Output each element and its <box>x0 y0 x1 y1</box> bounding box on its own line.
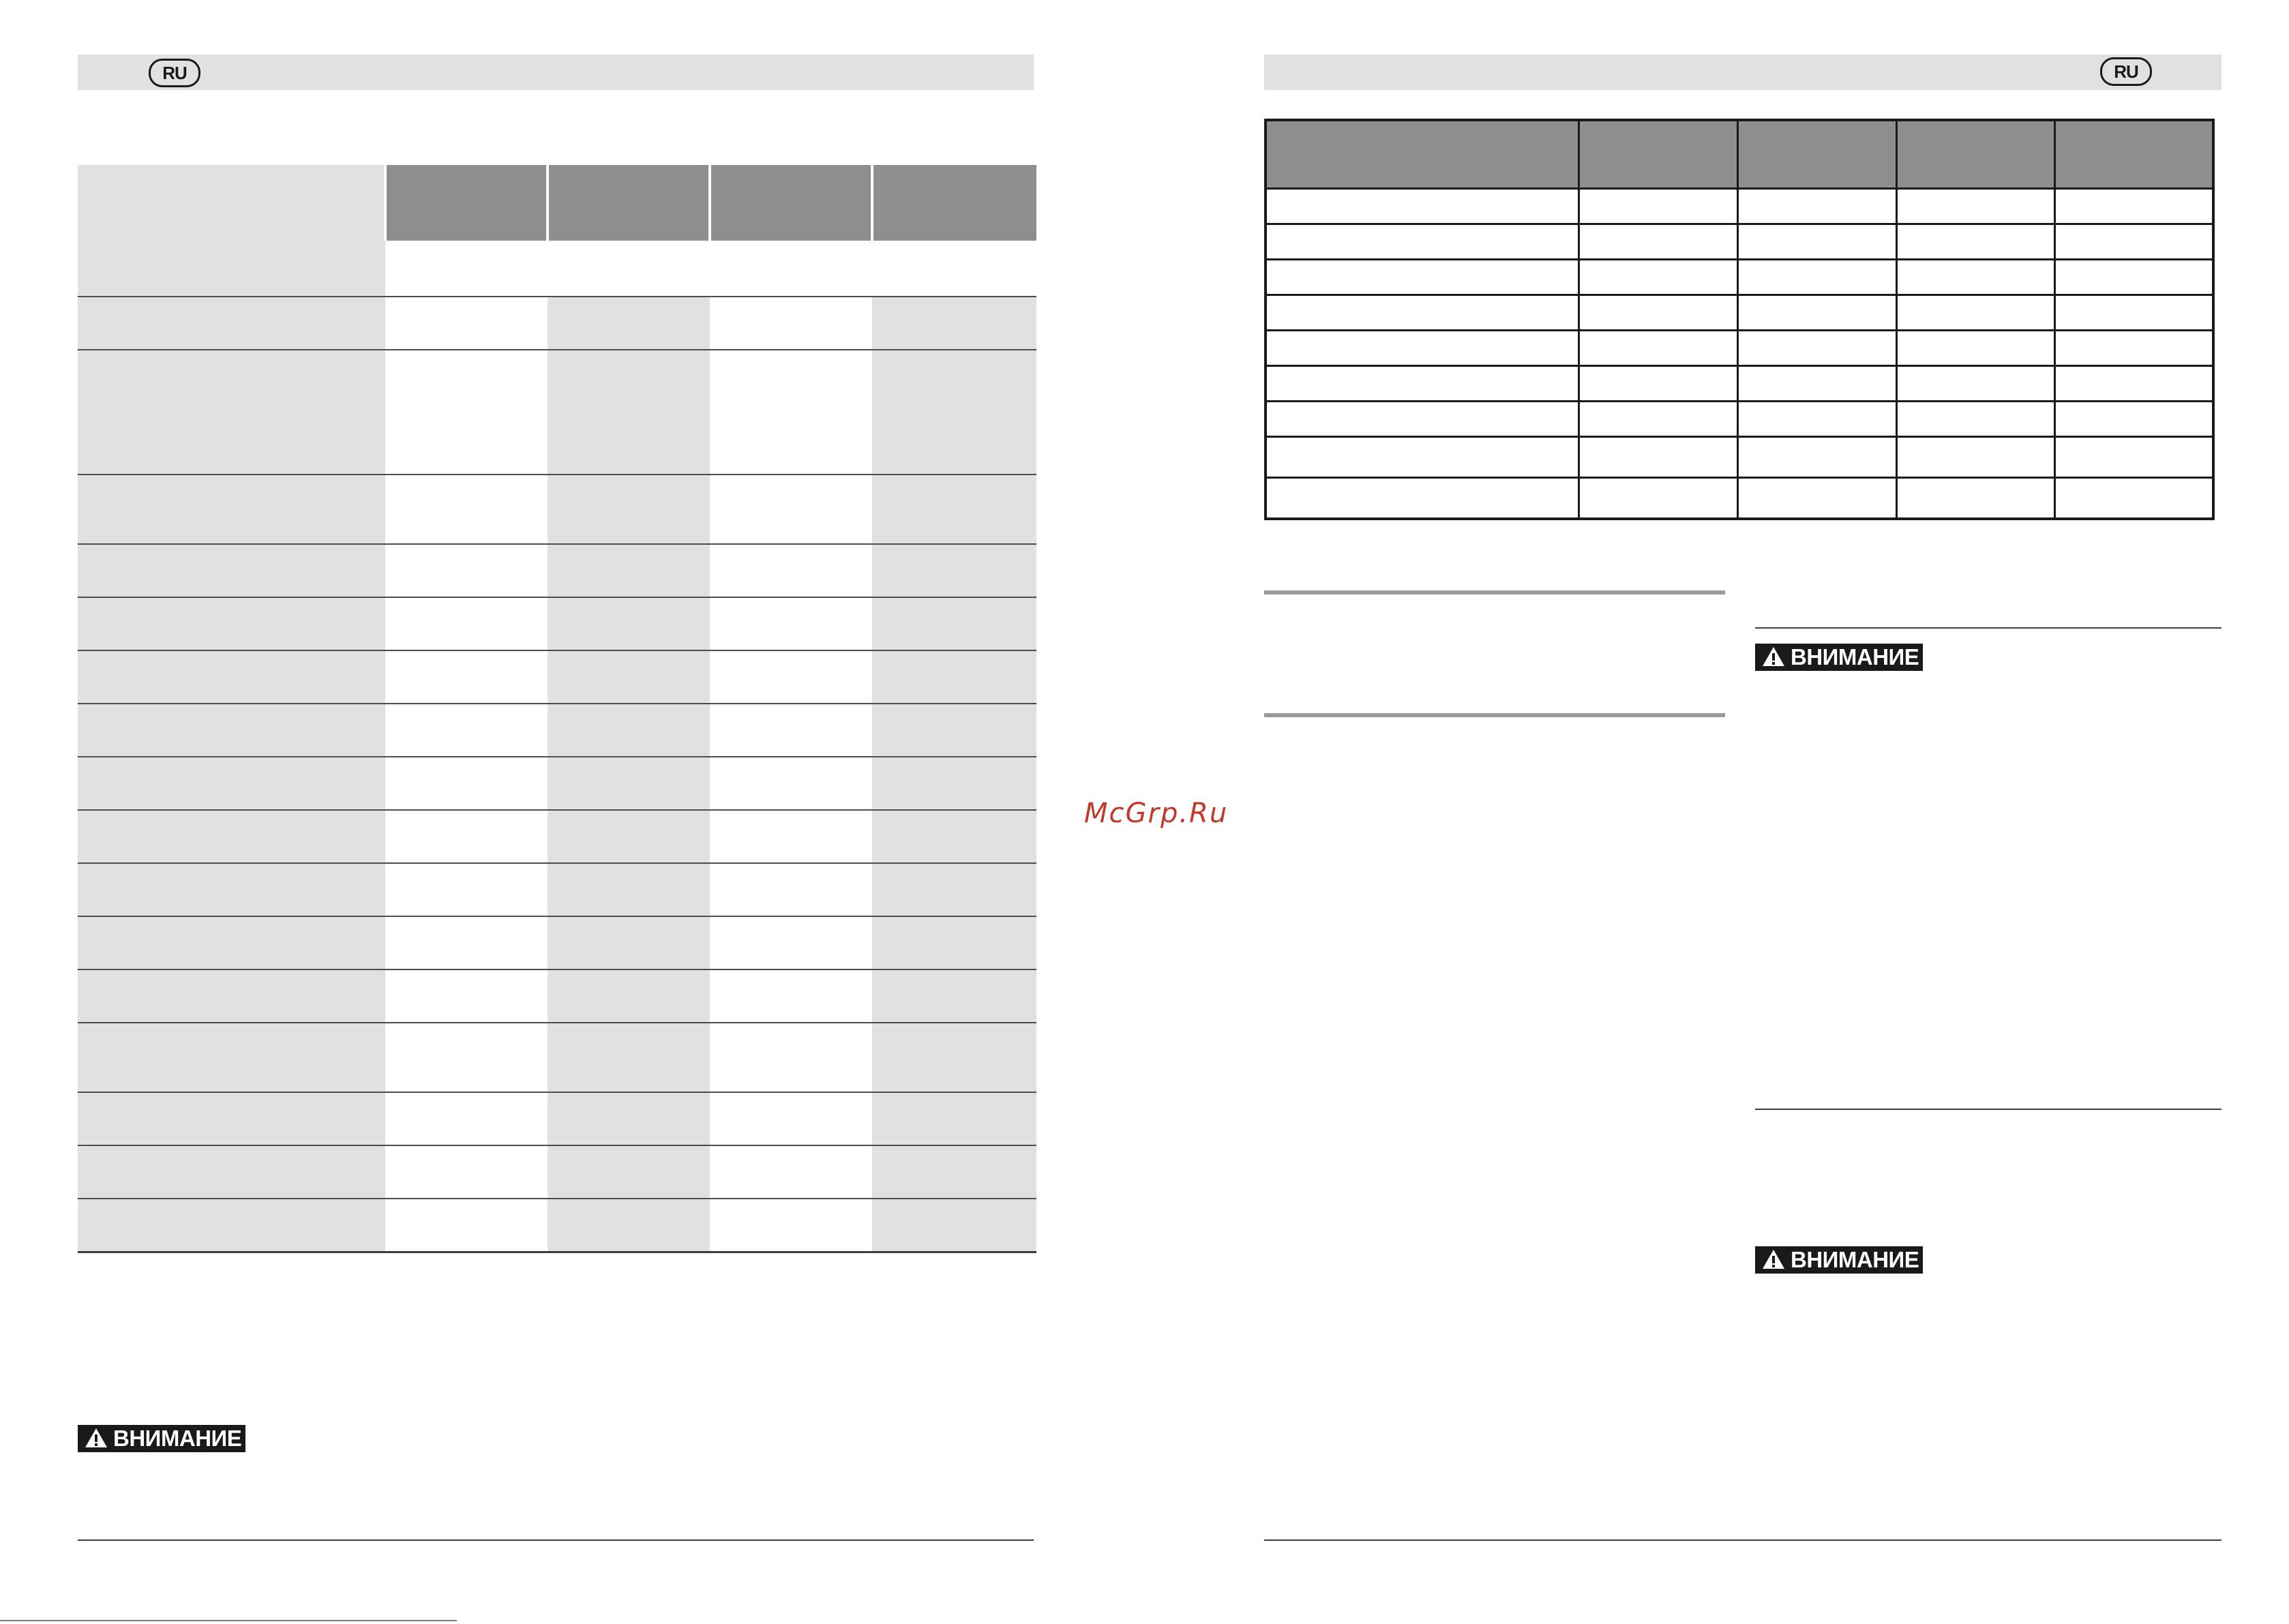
left-row-label-cell <box>78 1145 385 1199</box>
left-row-label-cell <box>78 863 385 916</box>
right-warning-badge <box>1755 1246 1923 1274</box>
right-row-value-cell <box>1579 295 1738 331</box>
right-row-value-cell <box>2055 366 2214 402</box>
left-row-value-cell <box>385 810 548 863</box>
left-row-value-cell <box>548 1092 710 1145</box>
left-row-value-cell <box>872 650 1036 704</box>
right-row-value-cell <box>1579 478 1738 520</box>
left-table-row <box>78 350 1036 475</box>
left-row-value-cell <box>385 1023 548 1092</box>
left-row-value-cell <box>548 544 710 597</box>
right-warning-label: ВНИМАНИЕ <box>1791 644 1919 670</box>
left-row-value-cell <box>710 650 872 704</box>
left-row-value-cell <box>872 969 1036 1023</box>
right-footer-rule <box>1264 1539 2221 1541</box>
left-table-row <box>78 810 1036 863</box>
right-row-value-cell <box>1579 437 1738 478</box>
left-table-row <box>78 704 1036 757</box>
left-row-value-cell <box>548 297 710 350</box>
right-row-value-cell <box>1897 478 2055 520</box>
left-row-value-cell <box>710 597 872 650</box>
right-row-value-cell <box>1897 224 2055 260</box>
left-row-label-cell <box>78 704 385 757</box>
right-row-value-cell <box>2055 478 2214 520</box>
left-table-header-cell <box>78 165 385 241</box>
left-row-value-cell <box>548 1199 710 1252</box>
right-row-value-cell <box>1738 402 1897 437</box>
left-row-value-cell <box>385 1145 548 1199</box>
right-row-value-cell <box>1579 260 1738 295</box>
watermark: McGrp.Ru <box>1084 798 1229 829</box>
left-row-value-cell <box>548 810 710 863</box>
right-row-value-cell <box>1579 189 1738 224</box>
left-row-merged-cell <box>385 241 1036 297</box>
left-row-value-cell <box>872 810 1036 863</box>
right-row-value-cell <box>2055 224 2214 260</box>
right-column-rule <box>1755 627 2221 629</box>
left-row-value-cell <box>385 597 548 650</box>
right-row-label-cell <box>1266 189 1579 224</box>
right-row-value-cell <box>2055 295 2214 331</box>
left-row-value-cell <box>710 704 872 757</box>
left-table-row <box>78 1023 1036 1092</box>
right-row-value-cell <box>1738 331 1897 366</box>
right-row-value-cell <box>1579 331 1738 366</box>
right-row-label-cell <box>1266 260 1579 295</box>
left-table-header-row <box>78 165 1036 241</box>
left-row-value-cell <box>872 1199 1036 1252</box>
left-row-value-cell <box>872 1023 1036 1092</box>
left-row-value-cell <box>710 969 872 1023</box>
left-footer-rule <box>78 1539 1034 1541</box>
right-table-header-cell <box>1266 120 1579 189</box>
right-row-value-cell <box>2055 260 2214 295</box>
left-row-value-cell <box>710 757 872 810</box>
left-row-value-cell <box>710 350 872 475</box>
right-row-value-cell <box>2055 189 2214 224</box>
left-row-label-cell <box>78 1092 385 1145</box>
left-row-value-cell <box>385 757 548 810</box>
right-row-value-cell <box>1897 437 2055 478</box>
right-row-value-cell <box>1579 366 1738 402</box>
left-lang-badge: RU <box>149 59 200 87</box>
left-row-value-cell <box>385 916 548 969</box>
right-table-header-row <box>1266 120 2213 189</box>
left-row-label-cell <box>78 241 385 297</box>
right-table-row <box>1266 260 2213 295</box>
right-row-value-cell <box>1897 295 2055 331</box>
right-row-value-cell <box>1738 478 1897 520</box>
right-section-rule-gray <box>1264 590 1725 595</box>
right-table-row <box>1266 295 2213 331</box>
right-row-value-cell <box>1897 189 2055 224</box>
right-row-value-cell <box>1738 437 1897 478</box>
left-row-label-cell <box>78 650 385 704</box>
right-table-header-cell <box>2055 120 2214 189</box>
warning-triangle-icon <box>1762 1249 1785 1269</box>
left-row-label-cell <box>78 350 385 475</box>
left-table-header-cell <box>385 165 548 241</box>
left-spec-table <box>78 165 1036 1253</box>
left-row-value-cell <box>548 757 710 810</box>
right-row-label-cell <box>1266 331 1579 366</box>
left-row-label-cell <box>78 297 385 350</box>
left-row-value-cell <box>872 475 1036 544</box>
left-row-value-cell <box>548 475 710 544</box>
left-row-value-cell <box>872 757 1036 810</box>
left-row-value-cell <box>710 863 872 916</box>
right-row-label-cell <box>1266 437 1579 478</box>
left-row-value-cell <box>548 597 710 650</box>
left-row-value-cell <box>710 475 872 544</box>
left-row-label-cell <box>78 544 385 597</box>
left-row-value-cell <box>872 1145 1036 1199</box>
left-row-label-cell <box>78 1023 385 1092</box>
left-row-label-cell <box>78 475 385 544</box>
right-row-value-cell <box>1579 402 1738 437</box>
left-row-value-cell <box>872 704 1036 757</box>
left-row-value-cell <box>872 350 1036 475</box>
left-table-header-cell <box>872 165 1036 241</box>
left-row-value-cell <box>385 863 548 916</box>
left-page-header-bar <box>78 55 1034 90</box>
warning-triangle-icon <box>85 1428 108 1448</box>
left-table-row <box>78 241 1036 297</box>
left-row-label-cell <box>78 1199 385 1252</box>
left-row-value-cell <box>385 1092 548 1145</box>
left-table-row <box>78 969 1036 1023</box>
left-row-value-cell <box>548 916 710 969</box>
right-section-rule-gray <box>1264 713 1725 717</box>
right-table-row <box>1266 437 2213 478</box>
right-table-header-cell <box>1738 120 1897 189</box>
left-row-value-cell <box>385 544 548 597</box>
right-table-row <box>1266 224 2213 260</box>
right-row-value-cell <box>1897 402 2055 437</box>
left-row-value-cell <box>548 969 710 1023</box>
left-row-value-cell <box>548 650 710 704</box>
left-row-value-cell <box>385 475 548 544</box>
right-warning-label: ВНИМАНИЕ <box>1791 1247 1919 1272</box>
left-row-value-cell <box>710 297 872 350</box>
left-row-label-cell <box>78 916 385 969</box>
left-row-value-cell <box>872 1092 1036 1145</box>
left-row-label-cell <box>78 757 385 810</box>
left-bottom-edge-rule <box>0 1620 457 1621</box>
left-row-value-cell <box>872 863 1036 916</box>
left-row-value-cell <box>710 1092 872 1145</box>
right-row-label-cell <box>1266 295 1579 331</box>
right-row-label-cell <box>1266 402 1579 437</box>
right-row-value-cell <box>1738 295 1897 331</box>
right-row-value-cell <box>1897 366 2055 402</box>
right-warning-badge <box>1755 644 1923 671</box>
left-row-value-cell <box>872 597 1036 650</box>
left-row-label-cell <box>78 810 385 863</box>
left-row-value-cell <box>548 1023 710 1092</box>
left-row-value-cell <box>872 297 1036 350</box>
left-table-row <box>78 1199 1036 1252</box>
left-row-value-cell <box>548 1145 710 1199</box>
right-spec-table <box>1264 119 2215 520</box>
right-column-rule <box>1755 1109 2221 1110</box>
right-table-header-cell <box>1897 120 2055 189</box>
left-row-value-cell <box>385 350 548 475</box>
right-row-label-cell <box>1266 478 1579 520</box>
right-row-value-cell <box>1738 260 1897 295</box>
left-table-row <box>78 597 1036 650</box>
right-row-value-cell <box>2055 402 2214 437</box>
left-row-value-cell <box>385 704 548 757</box>
left-row-value-cell <box>710 544 872 597</box>
left-table-row <box>78 1145 1036 1199</box>
right-table-row <box>1266 366 2213 402</box>
right-row-label-cell <box>1266 366 1579 402</box>
left-row-value-cell <box>872 916 1036 969</box>
right-row-value-cell <box>1738 189 1897 224</box>
left-row-value-cell <box>872 544 1036 597</box>
right-table-row <box>1266 478 2213 520</box>
left-row-value-cell <box>385 969 548 1023</box>
left-table-row <box>78 297 1036 350</box>
left-row-value-cell <box>548 350 710 475</box>
right-row-label-cell <box>1266 224 1579 260</box>
left-warning-label: ВНИМАНИЕ <box>113 1426 242 1451</box>
left-row-value-cell <box>548 704 710 757</box>
right-row-value-cell <box>1738 366 1897 402</box>
left-row-value-cell <box>385 297 548 350</box>
left-table-row <box>78 650 1036 704</box>
left-warning-badge <box>78 1425 245 1452</box>
left-table-header-cell <box>548 165 710 241</box>
right-table-row <box>1266 189 2213 224</box>
right-row-value-cell <box>1897 260 2055 295</box>
right-row-value-cell <box>2055 437 2214 478</box>
left-row-value-cell <box>385 1199 548 1252</box>
right-table-row <box>1266 402 2213 437</box>
right-row-value-cell <box>1897 331 2055 366</box>
left-row-label-cell <box>78 969 385 1023</box>
left-row-value-cell <box>710 1023 872 1092</box>
left-row-value-cell <box>548 863 710 916</box>
right-table-row <box>1266 331 2213 366</box>
warning-triangle-icon <box>1762 646 1785 667</box>
right-page-header-bar <box>1264 55 2221 90</box>
left-row-label-cell <box>78 597 385 650</box>
left-table-row <box>78 863 1036 916</box>
right-row-value-cell <box>1579 224 1738 260</box>
left-row-value-cell <box>385 650 548 704</box>
left-table-row <box>78 1092 1036 1145</box>
right-row-value-cell <box>2055 331 2214 366</box>
left-table-row <box>78 757 1036 810</box>
left-row-value-cell <box>710 810 872 863</box>
left-row-value-cell <box>710 916 872 969</box>
left-row-value-cell <box>710 1199 872 1252</box>
left-table-row <box>78 544 1036 597</box>
left-table-row <box>78 475 1036 544</box>
left-row-value-cell <box>710 1145 872 1199</box>
right-row-value-cell <box>1738 224 1897 260</box>
right-table-header-cell <box>1579 120 1738 189</box>
left-table-header-cell <box>710 165 872 241</box>
right-lang-badge: RU <box>2100 57 2152 86</box>
left-table-row <box>78 916 1036 969</box>
